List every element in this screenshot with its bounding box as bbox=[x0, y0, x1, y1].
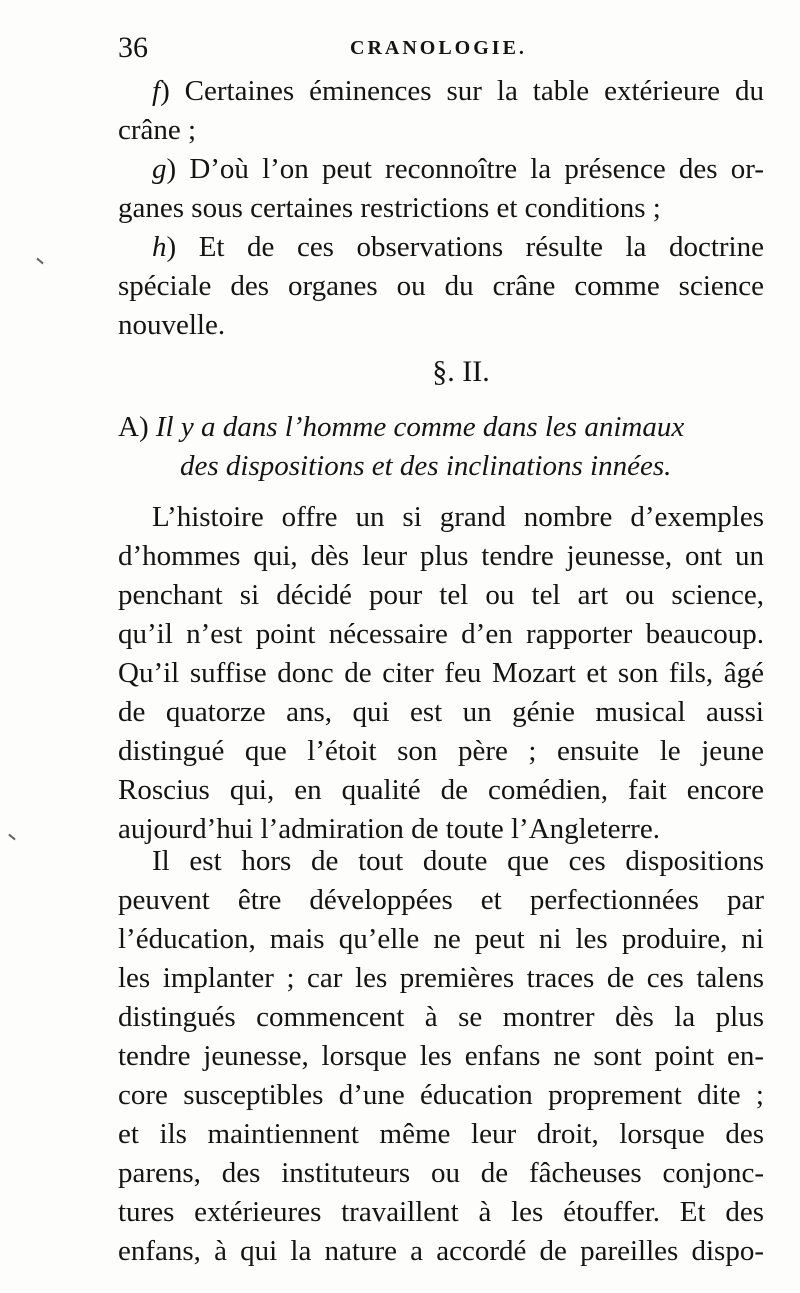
paragraph-2 bbox=[118, 842, 764, 1271]
list-item-line bbox=[118, 228, 764, 267]
section-heading-line: des dispositions et des inclinations innées. bbox=[180, 450, 672, 482]
list-item-line bbox=[118, 72, 764, 111]
list-item-label: h bbox=[152, 231, 167, 263]
paragraph-line: d’hommes qui, dès leur plus tendre jeunesse, ont un bbox=[118, 540, 764, 572]
paragraph-line: de quatorze ans, qui est un génie musical aussi bbox=[118, 696, 764, 728]
paragraph-line: L’histoire offre un si grand nombre d’exemples bbox=[152, 501, 764, 533]
paragraph-line: aujourd’hui l’admiration de toute l’Angleterre. bbox=[118, 813, 660, 845]
list-item-g bbox=[118, 150, 764, 228]
paragraph-line: distingués commencent à se montrer dès la plus bbox=[118, 1001, 764, 1033]
list-item-text: ) Certaines éminences sur la table extérieure du bbox=[160, 75, 764, 107]
margin-speck bbox=[36, 258, 43, 265]
paragraph-line: penchant si décidé pour tel ou tel art ou science, bbox=[118, 579, 764, 611]
list-item-label: f bbox=[152, 75, 161, 107]
paragraph-line: Il est hors de tout doute que ces dispositions bbox=[152, 845, 764, 877]
section-heading bbox=[118, 408, 764, 486]
list-item-text: ) Et de ces observations résulte la doctrine bbox=[166, 231, 764, 263]
paragraph-line: Qu’il suffise donc de citer feu Mozart et son fils, âgé bbox=[118, 657, 764, 689]
paragraph-line: les implanter ; car les premières traces de ces talens bbox=[118, 962, 764, 994]
margin-speck bbox=[8, 834, 15, 841]
list-item-line: ganes sous certaines restrictions et conditions ; bbox=[118, 192, 661, 224]
paragraph-line: tures extérieures travaillent à les étouffer. Et des bbox=[118, 1196, 764, 1228]
section-number: §. II. bbox=[432, 355, 490, 388]
paragraph-line: parens, des instituteurs ou de fâcheuses conjonc- bbox=[118, 1157, 764, 1189]
list-item-f bbox=[118, 72, 764, 150]
list-item-line: spéciale des organes ou du crâne comme science bbox=[118, 270, 764, 302]
section-heading-text: Il y a dans l’homme comme dans les animaux bbox=[155, 411, 685, 443]
paragraph-line: l’éducation, mais qu’elle ne peut ni les produire, ni bbox=[118, 923, 764, 955]
list-item-text: ) D’où l’on peut reconnoître la présence des or- bbox=[166, 153, 764, 185]
page-number: 36 bbox=[118, 31, 148, 64]
paragraph-line: tendre jeunesse, lorsque les enfans ne sont point en- bbox=[118, 1040, 764, 1072]
list-item-line: crâne ; bbox=[118, 114, 197, 146]
list-item-h bbox=[118, 228, 764, 345]
paragraph-line: core susceptibles d’une éducation proprement dite ; bbox=[118, 1079, 764, 1111]
paragraph-1 bbox=[118, 498, 764, 849]
list-item-line bbox=[118, 150, 764, 189]
paragraph-line: et ils maintiennent même leur droit, lorsque des bbox=[118, 1118, 764, 1150]
list-item-line: nouvelle. bbox=[118, 309, 226, 341]
paragraph-line: qu’il n’est point nécessaire d’en rapporter beaucoup. bbox=[118, 618, 764, 650]
page-header bbox=[118, 28, 770, 68]
paragraph-line: peuvent être développées et perfectionnées par bbox=[118, 884, 764, 916]
paragraph-line: Roscius qui, en qualité de comédien, fait encore bbox=[118, 774, 764, 806]
list-item-label: g bbox=[152, 153, 167, 185]
section-heading-line bbox=[118, 408, 764, 447]
section-heading-prefix: A) bbox=[118, 411, 149, 443]
running-title: CRANOLOGIE. bbox=[350, 37, 527, 59]
paragraph-line: distingué que l’étoit son père ; ensuite le jeune bbox=[118, 735, 764, 767]
paragraph-line: enfans, à qui la nature a accordé de pareilles dispo- bbox=[118, 1235, 764, 1267]
